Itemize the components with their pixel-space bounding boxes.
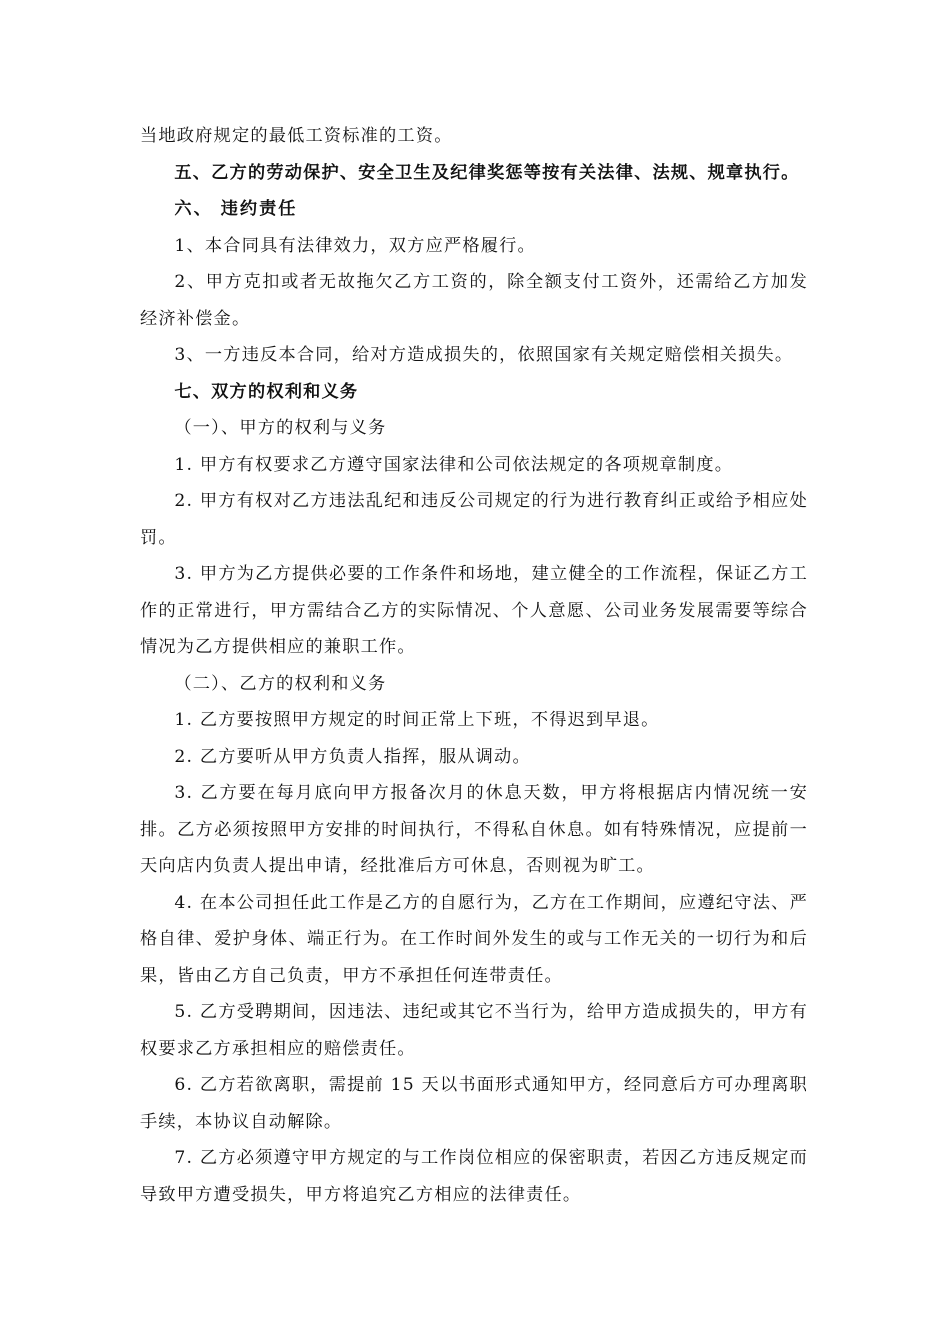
section-7-heading: 七、双方的权利和义务 <box>174 381 359 402</box>
clause-a-2: 2. 甲方有权对乙方违法乱纪和违反公司规定的行为进行教育纠正或给予相应处罚。 <box>140 491 808 548</box>
clause-b-7: 7. 乙方必须遵守甲方规定的与工作岗位相应的保密职责，若因乙方违反规定而导致甲方遭受损失，甲方将追究乙方相应的法律责任。 <box>140 1148 808 1205</box>
paragraph-continuation: 当地政府规定的最低工资标准的工资。 <box>140 126 453 146</box>
clause-b-2: 2. 乙方要听从甲方负责人指挥，服从调动。 <box>174 746 531 767</box>
clause-b-3: 3. 乙方要在每月底向甲方报备次月的休息天数，甲方将根据店内情况统一安排。乙方必须按照甲方安排的时间执行，不得私自休息。如有特殊情况，应提前一天向店内负责人提出申请，经批准后方可休息，否则视为旷工。 <box>140 783 808 876</box>
subsection-party-b-heading: （二）、乙方的权利和义务 <box>174 673 387 694</box>
clause-a-1: 1. 甲方有权要求乙方遵守国家法律和公司依法规定的各项规章制度。 <box>174 454 734 475</box>
clause-6-3: 3、一方违反本合同，给对方造成损失的，依照国家有关规定赔偿相关损失。 <box>174 345 794 365</box>
clause-b-6: 6. 乙方若欲离职，需提前 15 天以书面形式通知甲方，经同意后方可办理离职手续，本协议自动解除。 <box>140 1075 808 1132</box>
section-5-heading: 五、乙方的劳动保护、安全卫生及纪律奖惩等按有关法律、法规、规章执行。 <box>174 162 800 183</box>
clause-b-5: 5. 乙方受聘期间，因违法、违纪或其它不当行为，给甲方造成损失的，甲方有权要求乙方承担相应的赔偿责任。 <box>140 1002 808 1059</box>
subsection-party-a-heading: （一）、甲方的权利与义务 <box>174 418 387 438</box>
section-6-heading: 六、 违约责任 <box>174 199 298 219</box>
clause-6-1: 1、本合同具有法律效力，双方应严格履行。 <box>174 235 536 256</box>
clause-b-1: 1. 乙方要按照甲方规定的时间正常上下班，不得迟到早退。 <box>174 710 660 730</box>
clause-6-2: 2、甲方克扣或者无故拖欠乙方工资的，除全额支付工资外，还需给乙方加发经济补偿金。 <box>140 272 808 329</box>
document-page <box>140 118 808 1213</box>
clause-a-3: 3. 甲方为乙方提供必要的工作条件和场地，建立健全的工作流程，保证乙方工作的正常进行，甲方需结合乙方的实际情况、个人意愿、公司业务发展需要等综合情况为乙方提供相应的兼职工作。 <box>140 564 808 657</box>
clause-b-4: 4. 在本公司担任此工作是乙方的自愿行为，乙方在工作期间，应遵纪守法、严格自律、爱护身体、端正行为。在工作时间外发生的或与工作无关的一切行为和后果，皆由乙方自己负责，甲方不承担任何连带责任。 <box>140 892 808 986</box>
